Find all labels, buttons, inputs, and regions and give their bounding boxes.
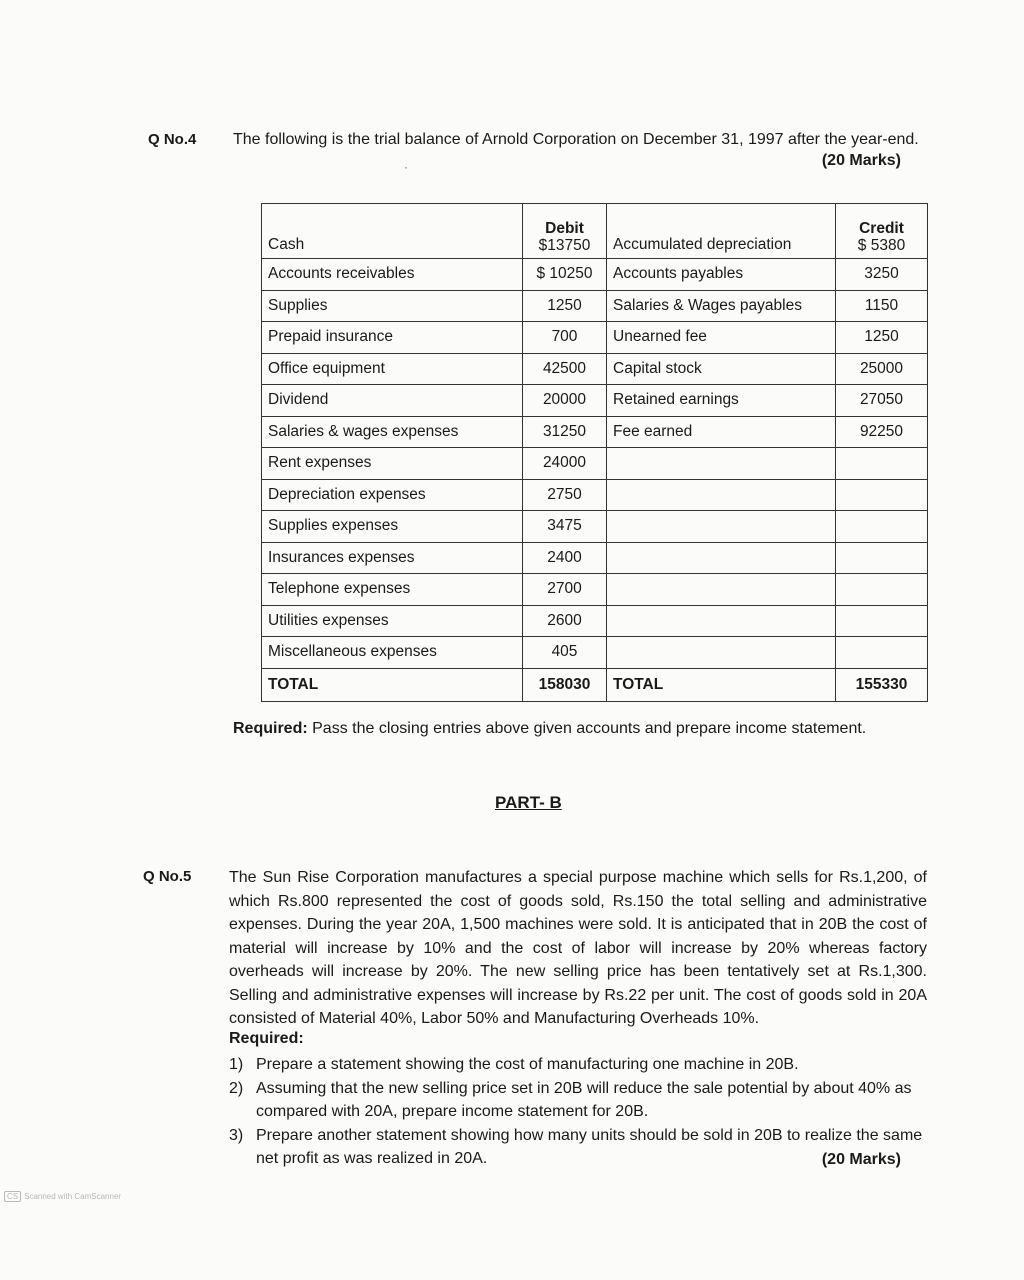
debit-account-cell: Insurances expenses — [262, 542, 523, 574]
credit-account-cell: Accumulated depreciation — [607, 204, 836, 259]
debit-cell: $ 10250 — [523, 259, 607, 291]
question-5-text: The Sun Rise Corporation manufactures a special purpose machine which sells for Rs.1,200, of which Rs.800 represented the cost of goods sold, Rs.150 the total selling and administrative expenses. During the year 20A, 1,500 machines were sold. It is anticipated that in 20B the cost of material will increase by 10% and the cost of labor will increase by 20% whereas factory overheads will increase by 20%. The new selling price has been tentatively set at Rs.1,300. Selling and administrative expenses will increase by Rs.22 per unit. The cost of goods sold in 20A consisted of Material 40%, Labor 50% and Manufacturing Overheads 10%. — [229, 869, 927, 1027]
debit-cell: 2700 — [523, 574, 607, 606]
question-5-marks: (20 Marks) — [821, 1151, 901, 1168]
credit-cell: 25000 — [836, 353, 928, 385]
debit-account-cell: Prepaid insurance — [262, 322, 523, 354]
credit-cell — [836, 542, 928, 574]
table-row — [262, 479, 928, 511]
credit-account-cell: Accounts payables — [607, 259, 836, 291]
table-row — [262, 204, 928, 259]
debit-account-cell: Telephone expenses — [262, 574, 523, 606]
item-number: 3) — [229, 1126, 244, 1144]
credit-cell — [836, 204, 928, 259]
credit-account-cell: Retained earnings — [607, 385, 836, 417]
debit-cell: 24000 — [523, 448, 607, 480]
total-row — [262, 668, 928, 701]
total-debit-label: TOTAL — [262, 668, 523, 701]
table-row — [262, 259, 928, 291]
credit-cell — [836, 479, 928, 511]
question-4-label: Q No.4 — [148, 131, 197, 148]
credit-cell: 3250 — [836, 259, 928, 291]
table-row — [262, 416, 928, 448]
question-4-text: The following is the trial balance of Arnold Corporation on December 31, 1997 after the year-end. — [233, 131, 919, 148]
debit-cell: 1250 — [523, 290, 607, 322]
credit-cell: 1150 — [836, 290, 928, 322]
credit-account-cell — [607, 574, 836, 606]
debit-value: $13750 — [538, 237, 591, 254]
required-text: Pass the closing entries above given accounts and prepare income statement. — [312, 720, 867, 737]
table-row — [262, 511, 928, 543]
debit-account-cell: Office equipment — [262, 353, 523, 385]
credit-cell — [836, 511, 928, 543]
credit-cell: 92250 — [836, 416, 928, 448]
total-debit-value: 158030 — [523, 668, 607, 701]
debit-account-cell: Rent expenses — [262, 448, 523, 480]
table-row — [262, 322, 928, 354]
debit-account-cell: Supplies — [262, 290, 523, 322]
table-row — [262, 605, 928, 637]
item-text: Prepare another statement showing how many units should be sold in 20B to realize the same net profit as was realized in 20A. — [256, 1126, 923, 1167]
item-text: Assuming that the new selling price set in 20B will reduce the sale potential by about 40% as compared with 20A, prepare income statement for 20B. — [256, 1079, 912, 1120]
list-item — [229, 1053, 929, 1077]
credit-cell: 1250 — [836, 322, 928, 354]
credit-account-cell: Unearned fee — [607, 322, 836, 354]
credit-header: Credit — [859, 220, 904, 237]
total-credit-value: 155330 — [836, 668, 928, 701]
stray-mark: · — [404, 160, 408, 174]
scanner-text: Scanned with CamScanner — [24, 1192, 122, 1201]
table-row — [262, 290, 928, 322]
trial-balance-table — [261, 203, 928, 702]
debit-account-cell: Supplies expenses — [262, 511, 523, 543]
question-4-required — [233, 720, 866, 738]
debit-account-cell: Cash — [262, 204, 523, 259]
credit-account-cell — [607, 637, 836, 669]
list-item — [229, 1077, 929, 1124]
debit-cell: 42500 — [523, 353, 607, 385]
table-row — [262, 574, 928, 606]
credit-cell — [836, 574, 928, 606]
debit-cell: 700 — [523, 322, 607, 354]
table-row — [262, 542, 928, 574]
debit-header: Debit — [545, 220, 584, 237]
debit-cell: 405 — [523, 637, 607, 669]
debit-cell: 2600 — [523, 605, 607, 637]
question-5-required-label: Required: — [229, 1030, 304, 1047]
table-row — [262, 637, 928, 669]
debit-cell: 2400 — [523, 542, 607, 574]
credit-cell: 27050 — [836, 385, 928, 417]
credit-cell — [836, 448, 928, 480]
table-row — [262, 385, 928, 417]
debit-account-cell: Miscellaneous expenses — [262, 637, 523, 669]
debit-account-cell: Accounts receivables — [262, 259, 523, 291]
credit-account-cell: Salaries & Wages payables — [607, 290, 836, 322]
debit-cell — [523, 204, 607, 259]
credit-cell — [836, 637, 928, 669]
credit-account-cell: Capital stock — [607, 353, 836, 385]
debit-cell: 20000 — [523, 385, 607, 417]
table-row — [262, 353, 928, 385]
debit-cell: 2750 — [523, 479, 607, 511]
required-label: Required: — [233, 720, 308, 737]
total-credit-label: TOTAL — [607, 668, 836, 701]
debit-cell: 3475 — [523, 511, 607, 543]
item-text: Prepare a statement showing the cost of manufacturing one machine in 20B. — [256, 1056, 799, 1073]
credit-account-cell: Fee earned — [607, 416, 836, 448]
credit-account-cell — [607, 511, 836, 543]
scanner-logo-icon: CS — [4, 1191, 21, 1202]
credit-account-cell — [607, 605, 836, 637]
debit-account-cell: Depreciation expenses — [262, 479, 523, 511]
question-4-marks: (20 Marks) — [821, 152, 901, 169]
table-row — [262, 448, 928, 480]
debit-account-cell: Salaries & wages expenses — [262, 416, 523, 448]
part-b-heading: PART- B — [495, 793, 562, 812]
scanner-watermark — [4, 1191, 121, 1202]
credit-account-cell — [607, 542, 836, 574]
debit-account-cell: Utilities expenses — [262, 605, 523, 637]
credit-account-cell — [607, 479, 836, 511]
debit-cell: 31250 — [523, 416, 607, 448]
item-number: 1) — [229, 1056, 244, 1073]
question-5-label: Q No.5 — [143, 868, 192, 885]
credit-cell — [836, 605, 928, 637]
credit-value: $ 5380 — [857, 237, 906, 254]
item-number: 2) — [229, 1079, 244, 1097]
debit-account-cell: Dividend — [262, 385, 523, 417]
credit-account-cell — [607, 448, 836, 480]
